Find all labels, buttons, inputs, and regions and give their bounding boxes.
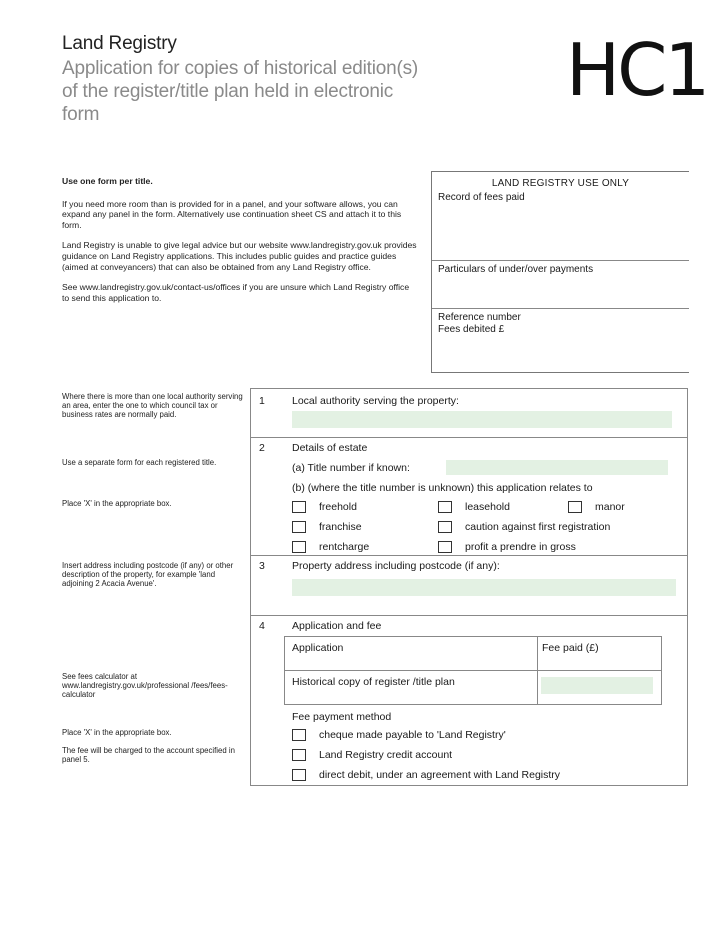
panel-3-label: Property address including postcode (if any): — [292, 560, 500, 572]
application-row-label: Historical copy of register /title plan — [292, 676, 455, 688]
cheque-label: cheque made payable to 'Land Registry' — [319, 729, 506, 741]
office-use-divider — [432, 308, 689, 309]
credit-account-checkbox[interactable] — [292, 749, 306, 761]
side-note-fees-calculator: See fees calculator at www.landregistry.gov.uk/professional /fees/fees-calculator — [62, 672, 228, 699]
franchise-checkbox[interactable] — [292, 521, 306, 533]
side-note-local-authority: Where there is more than one local authority serving an area, enter the one to which council tax or business rates are normally paid. — [62, 392, 243, 419]
form-title: Application for copies of historical edition(s) of the register/title plan held in electronic form — [62, 58, 418, 125]
side-note-place-x-2: Place 'X' in the appropriate box. — [62, 728, 172, 737]
profit-checkbox[interactable] — [438, 541, 452, 553]
manor-label: manor — [595, 501, 625, 513]
panel-divider — [251, 437, 687, 438]
franchise-label: franchise — [319, 521, 362, 533]
panel-2-label: Details of estate — [292, 442, 368, 454]
panel-divider — [251, 615, 687, 616]
title-number-field[interactable] — [446, 460, 668, 475]
caution-label: caution against first registration — [465, 521, 611, 533]
fee-column-header: Fee paid (£) — [542, 642, 599, 654]
manor-checkbox[interactable] — [568, 501, 582, 513]
leasehold-label: leasehold — [465, 501, 510, 513]
direct-debit-label: direct debit, under an agreement with Land Registry — [319, 769, 561, 781]
intro-paragraph-3: See www.landregistry.gov.uk/contact-us/offices if you are unsure which Land Registry office to send this application to. — [62, 282, 410, 303]
local-authority-field[interactable] — [292, 411, 672, 428]
panel-4-number: 4 — [259, 620, 265, 632]
property-address-field[interactable] — [292, 579, 676, 596]
estate-type-label: (b) (where the title number is unknown) this application relates to — [292, 482, 593, 494]
panel-1-label: Local authority serving the property: — [292, 395, 459, 407]
panel-4-label: Application and fee — [292, 620, 382, 632]
freehold-label: freehold — [319, 501, 357, 513]
intro-paragraph-1: If you need more room than is provided for in a panel, and your software allows, you can expand any panel in the form. Alternatively use continuation sheet CS and attach it to this form. — [62, 198, 402, 230]
freehold-checkbox[interactable] — [292, 501, 306, 513]
profit-label: profit a prendre in gross — [465, 541, 576, 553]
side-note-account: The fee will be charged to the account specified in panel 5. — [62, 746, 235, 764]
caution-checkbox[interactable] — [438, 521, 452, 533]
panel-1-number: 1 — [259, 395, 265, 407]
office-use-box — [431, 171, 689, 373]
fee-paid-field[interactable] — [541, 677, 653, 694]
side-note-separate-form: Use a separate form for each registered title. — [62, 458, 217, 467]
one-form-note: Use one form per title. — [62, 176, 153, 186]
fee-payment-label: Fee payment method — [292, 711, 392, 723]
application-column-header: Application — [292, 642, 344, 654]
office-use-divider — [432, 260, 689, 261]
fee-table-row-divider — [285, 670, 661, 671]
organisation-name: Land Registry — [62, 33, 177, 54]
fees-record-label: Record of fees paid — [438, 192, 525, 203]
side-note-place-x: Place 'X' in the appropriate box. — [62, 499, 172, 508]
title-number-label: (a) Title number if known: — [292, 462, 410, 474]
rentcharge-label: rentcharge — [319, 541, 370, 553]
leasehold-checkbox[interactable] — [438, 501, 452, 513]
rentcharge-checkbox[interactable] — [292, 541, 306, 553]
panel-divider — [251, 555, 687, 556]
reference-number-label: Reference number — [438, 312, 521, 323]
form-panels — [250, 388, 688, 786]
panel-3-number: 3 — [259, 560, 265, 572]
intro-paragraph-2: Land Registry is unable to give legal advice but our website www.landregistry.gov.uk provides guidance on Land Registry applications. This includes public guides and practice guides (aimed at conveyancers) that can also be obtained from any Land Registry office. — [62, 240, 417, 272]
side-note-address: Insert address including postcode (if any) or other description of the property, for example 'land adjoining 2 Acacia Avenue'. — [62, 561, 234, 588]
form-code: HC1 — [566, 28, 708, 112]
cheque-checkbox[interactable] — [292, 729, 306, 741]
credit-account-label: Land Registry credit account — [319, 749, 453, 761]
fees-debited-label: Fees debited £ — [438, 324, 505, 335]
office-use-title: LAND REGISTRY USE ONLY — [491, 178, 630, 189]
payments-label: Particulars of under/over payments — [438, 264, 594, 275]
panel-2-number: 2 — [259, 442, 265, 454]
intro-notes — [62, 176, 417, 313]
direct-debit-checkbox[interactable] — [292, 769, 306, 781]
fee-table — [284, 636, 662, 705]
